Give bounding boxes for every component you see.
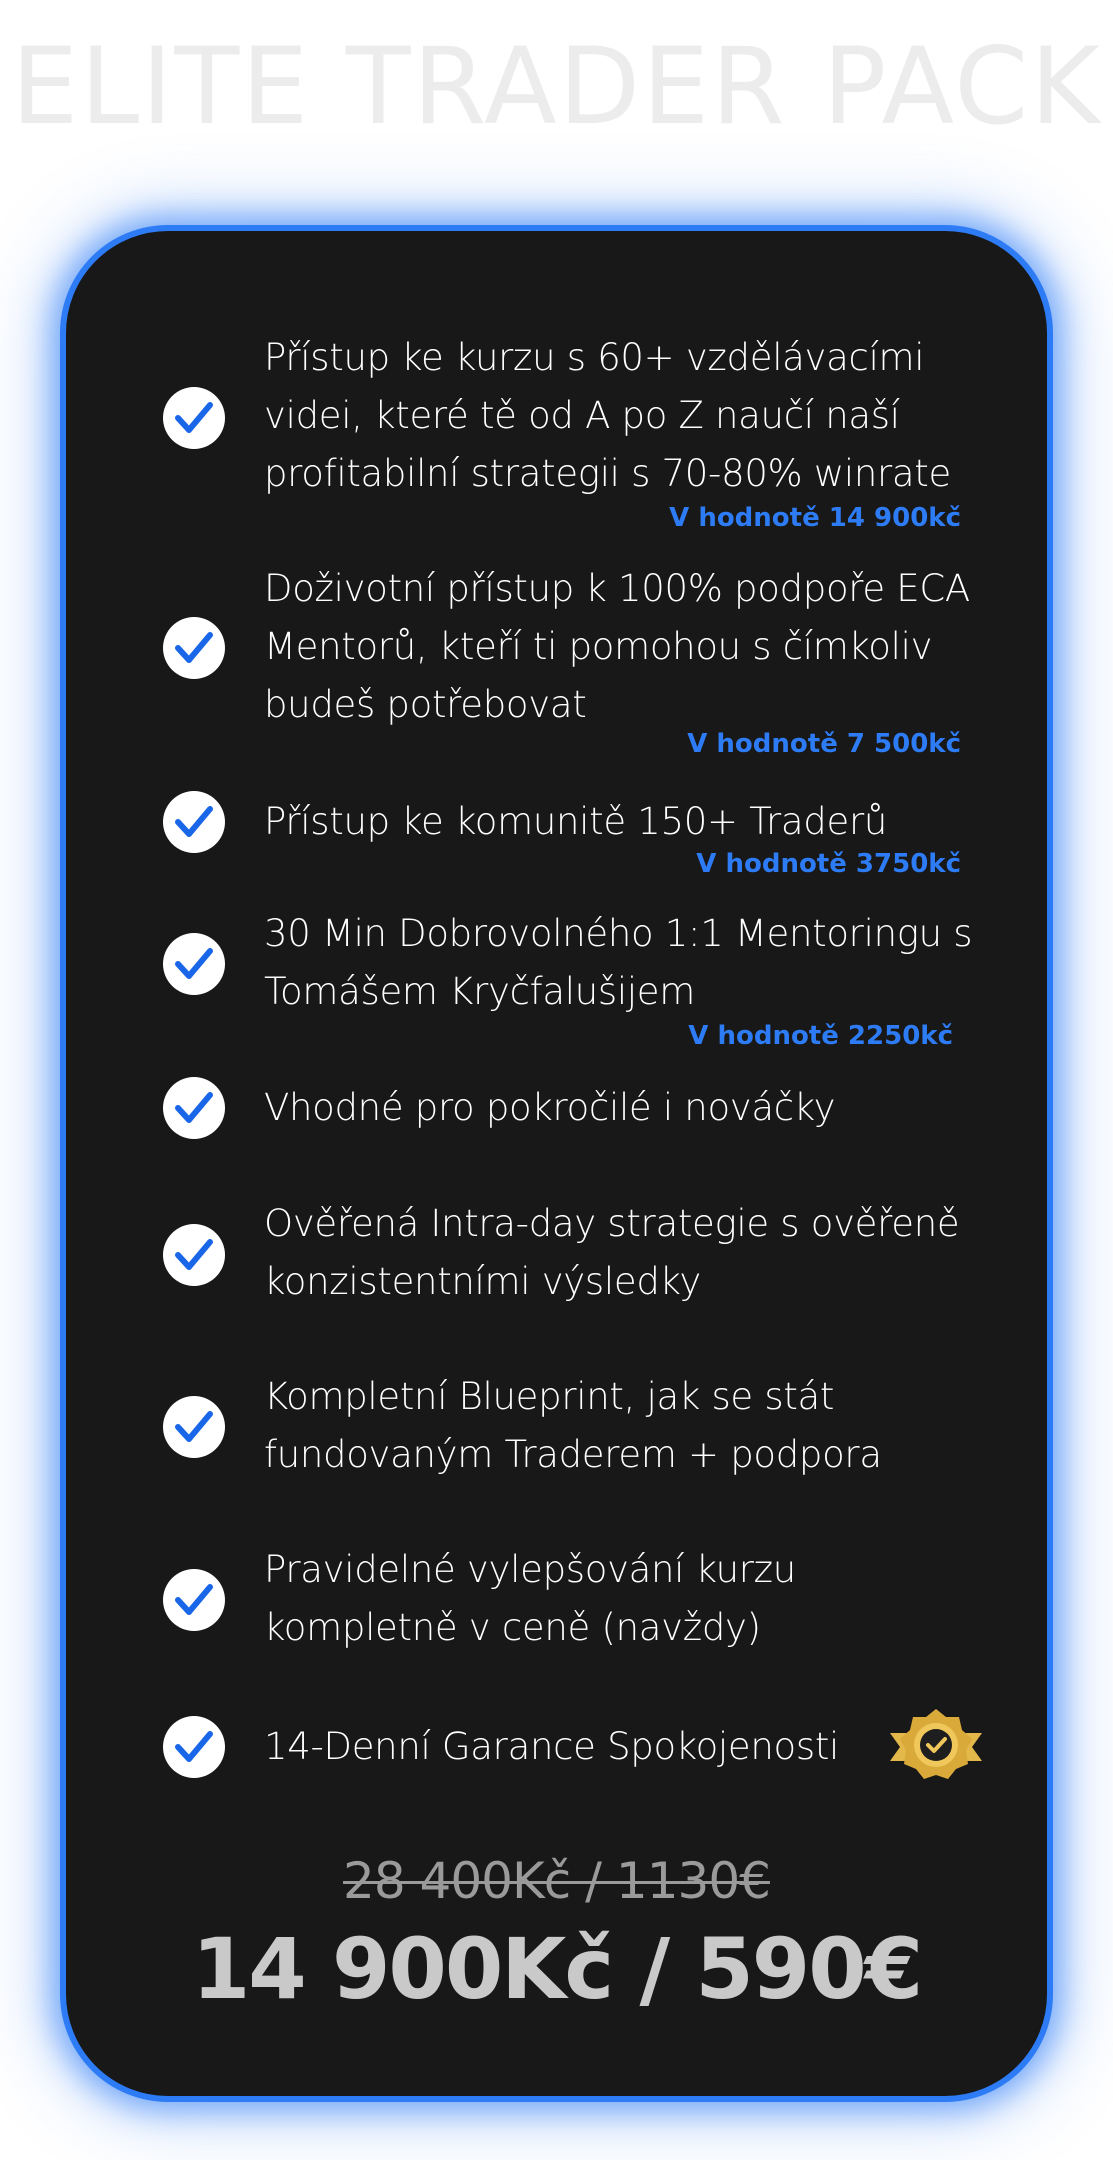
feature-text: 30 Min Dobrovolného 1:1 Mentoringu s Tomášem Kryčfalušijem xyxy=(264,912,973,1013)
check-icon xyxy=(163,933,225,995)
value-note: V hodnotě 3750kč xyxy=(696,849,961,879)
feature-text: Doživotní přístup k 100% podpoře ECA Mentorů, kteří ti pomohou s čímkoliv budeš potřebovat xyxy=(264,567,970,726)
check-icon xyxy=(163,1569,225,1631)
check-icon xyxy=(163,1716,225,1778)
check-icon xyxy=(163,1224,225,1286)
value-note: V hodnotě 2250kč xyxy=(688,1021,953,1051)
check-icon xyxy=(163,387,225,449)
page-title: ELITE TRADER PACK xyxy=(11,25,1102,148)
value-note: V hodnotě 7 500kč xyxy=(687,729,961,759)
feature-text: Přístup ke kurzu s 60+ vzdělávacími videi, které tě od A po Z naučí naší profitabilní strategii s 70-80% winrate xyxy=(264,336,951,495)
feature-text: Kompletní Blueprint, jak se stát fundovaným Traderem + podpora xyxy=(264,1375,882,1476)
value-note: V hodnotě 14 900kč xyxy=(669,503,961,533)
feature-text: 14-Denní Garance Spokojenosti xyxy=(264,1725,840,1768)
feature-text: Přístup ke komunitě 150+ Traderů xyxy=(264,800,888,843)
feature-text: Ověřená Intra-day strategie s ověřeně konzistentními výsledky xyxy=(264,1202,960,1303)
feature-text: Vhodné pro pokročilé i nováčky xyxy=(264,1086,836,1129)
new-price: 14 900Kč / 590€ xyxy=(191,1920,922,2018)
guarantee-badge-icon xyxy=(886,1697,986,1797)
check-icon xyxy=(163,617,225,679)
feature-text: Pravidelné vylepšování kurzu kompletně v ceně (navždy) xyxy=(264,1548,796,1649)
check-icon xyxy=(163,1077,225,1139)
pricing-card xyxy=(60,225,1053,2102)
check-icon xyxy=(163,1396,225,1458)
old-price: 28 400Kč / 1130€ xyxy=(343,1852,770,1910)
check-icon xyxy=(163,791,225,853)
